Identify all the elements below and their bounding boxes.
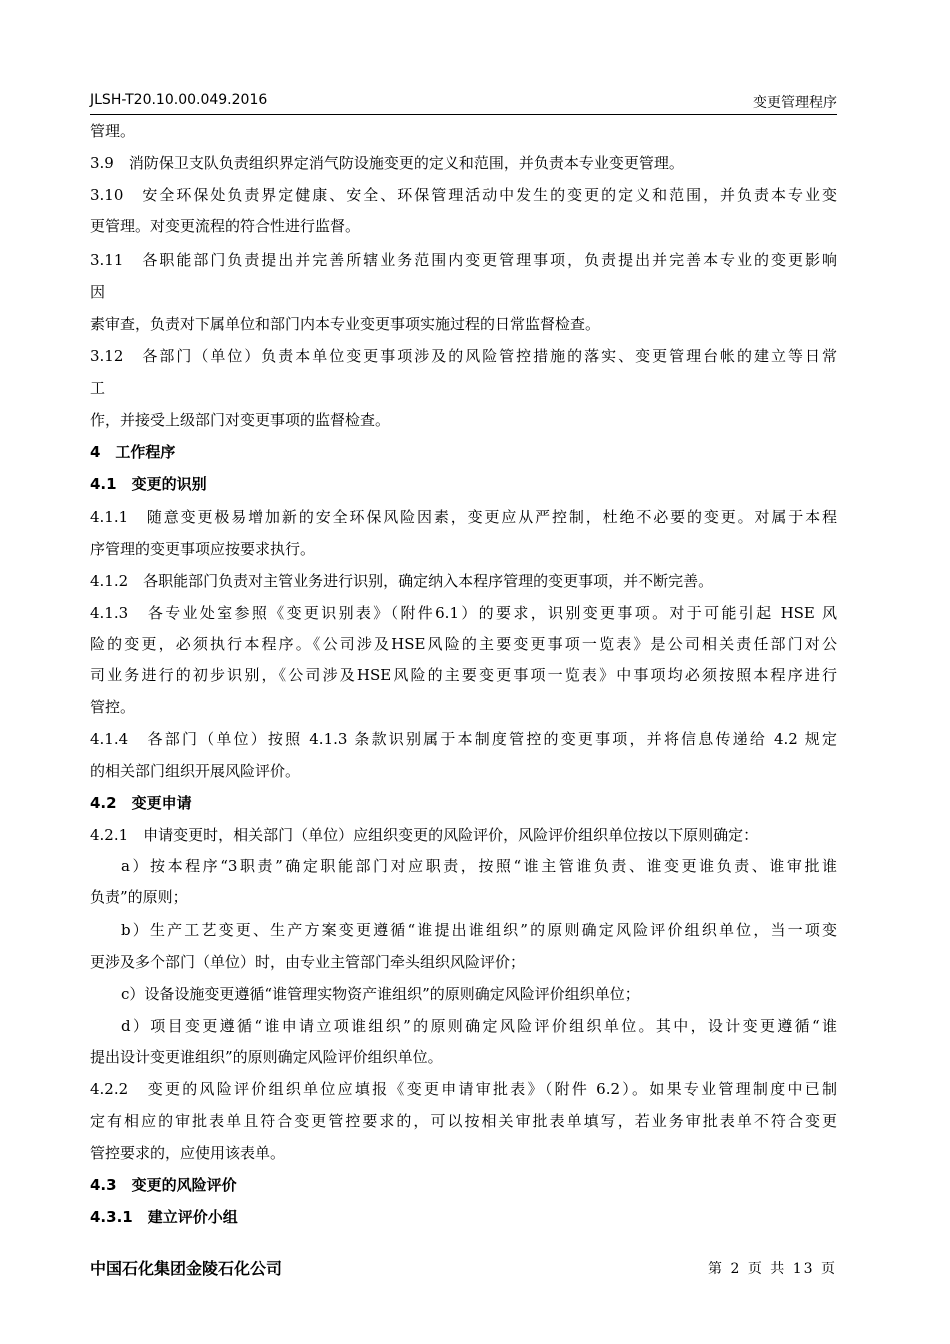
body-line: 管理。	[90, 122, 136, 140]
body-line: 3.9 消防保卫支队负责组织界定消气防设施变更的定义和范围，并负责本专业变更管理。	[90, 154, 684, 172]
list-item: a）按本程序“3职责”确定职能部门对应职责，按照“谁主管谁负责、谁变更谁负责、谁审批谁	[121, 857, 837, 875]
body-line: 3.12 各部门（单位）负责本单位变更事项涉及的风险管控措施的落实、变更管理台帐的建立等日常	[90, 347, 837, 365]
body-line: 更管理。对变更流程的符合性进行监督。	[90, 217, 361, 235]
body-line: 管控要求的，应使用该表单。	[90, 1144, 286, 1162]
document-title: 变更管理程序	[753, 95, 837, 111]
body-line: 因	[90, 283, 106, 301]
page-header	[90, 92, 837, 115]
list-item: d）项目变更遵循“谁申请立项谁组织”的原则确定风险评价组织单位。其中，设计变更遵循“谁	[121, 1017, 837, 1035]
body-line: 4.1.2 各职能部门负责对主管业务进行识别，确定纳入本程序管理的变更事项，并不断完善。	[90, 572, 714, 590]
body-line: 工	[90, 379, 106, 397]
body-line: 更涉及多个部门（单位）时，由专业主管部门牵头组织风险评价；	[90, 953, 526, 971]
body-line: 4.1.1 随意变更极易增加新的安全环保风险因素，变更应从严控制，杜绝不必要的变更。对属于本程	[90, 508, 837, 526]
body-line: 素审查，负责对下属单位和部门内本专业变更事项实施过程的日常监督检查。	[90, 315, 601, 333]
body-line: 作，并接受上级部门对变更事项的监督检查。	[90, 411, 391, 429]
body-line: 的相关部门组织开展风险评价。	[90, 762, 301, 780]
body-line: 定有相应的审批表单且符合变更管控要求的，可以按相关审批表单填写，若业务审批表单不符合变更	[90, 1112, 837, 1130]
company-name: 中国石化集团金陵石化公司	[90, 1259, 283, 1278]
body-line: 管控。	[90, 698, 136, 716]
section-heading: 4.3.1 建立评价小组	[90, 1208, 238, 1226]
list-item: b）生产工艺变更、生产方案变更遵循“谁提出谁组织”的原则确定风险评价组织单位，当一项变	[121, 921, 837, 939]
body-line: 提出设计变更谁组织”的原则确定风险评价组织单位。	[90, 1048, 443, 1066]
section-heading: 4 工作程序	[90, 443, 176, 461]
body-line: 序管理的变更事项应按要求执行。	[90, 540, 316, 558]
body-line: 4.2.2 变更的风险评价组织单位应填报《变更申请审批表》（附件 6.2）。如果专业管理制度中已制	[90, 1080, 837, 1098]
body-line: 3.10 安全环保处负责界定健康、安全、环保管理活动中发生的变更的定义和范围，并负责本专业变	[90, 186, 837, 204]
document-code: JLSH-T20.10.00.049.2016	[90, 92, 268, 108]
page-footer	[90, 1256, 837, 1280]
section-heading: 4.1 变更的识别	[90, 475, 207, 493]
body-line: 4.2.1 申请变更时，相关部门（单位）应组织变更的风险评价，风险评价组织单位按以下原则确定：	[90, 826, 759, 844]
body-line: 4.1.4 各部门（单位）按照 4.1.3 条款识别属于本制度管控的变更事项，并将信息传递给 4.2 规定	[90, 730, 837, 748]
body-line: 司业务进行的初步识别，《公司涉及HSE风险的主要变更事项一览表》中事项均必须按照本程序进行	[90, 666, 837, 684]
list-item: c）设备设施变更遵循“谁管理实物资产谁组织”的原则确定风险评价组织单位；	[121, 985, 640, 1003]
body-line: 4.1.3 各专业处室参照《变更识别表》（附件6.1）的要求，识别变更事项。对于可能引起 HSE 风	[90, 604, 837, 622]
body-line: 险的变更，必须执行本程序。《公司涉及HSE风险的主要变更事项一览表》是公司相关责任部门对公	[90, 635, 837, 653]
page-number: 第 2 页 共 13 页	[708, 1261, 837, 1277]
section-heading: 4.3 变更的风险评价	[90, 1176, 237, 1194]
body-line: 3.11 各职能部门负责提出并完善所辖业务范围内变更管理事项，负责提出并完善本专业的变更影响	[90, 251, 837, 269]
section-heading: 4.2 变更申请	[90, 794, 192, 812]
body-line: 负责”的原则；	[90, 888, 188, 906]
